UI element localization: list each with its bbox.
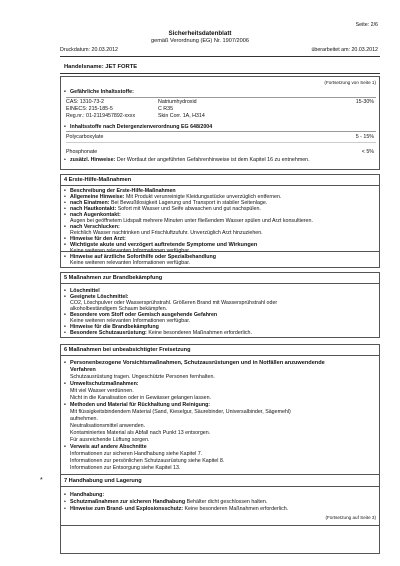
s7-handling: • Handhabung: xyxy=(70,492,104,498)
phosphonate-percent: < 5% xyxy=(361,149,374,155)
section-6-title-rule xyxy=(60,355,380,356)
s5-protective-label: Besondere Schutzausrüstung: xyxy=(70,330,147,336)
document-title: Sicherheitsdatenblatt xyxy=(168,30,232,37)
s6-environment-text-2: Nicht in die Kanalisation oder in Gewässer gelangen lassen. xyxy=(70,395,212,401)
s4-special-treatment-text: Keine weiteren relevanten Informationen verfügbar. xyxy=(70,260,191,266)
s6-environment: • Umweltschutzmaßnahmen: xyxy=(70,381,139,387)
detergent-rule xyxy=(66,131,376,132)
s5-hazards: • Besondere vom Stoff oder Gemisch ausgehende Gefahren xyxy=(70,312,217,318)
continued-from: (Fortsetzung von Seite 1) xyxy=(324,80,376,85)
s5-extinguishing: • Löschmittel xyxy=(70,288,100,294)
s4-symptoms-text: Keine weiteren relevanten Informationen verfügbar. xyxy=(70,248,191,254)
section-4-title: 4 Erste-Hilfe-Maßnahmen xyxy=(64,177,132,183)
s4-general-text: Mit Produkt verunreinigte Kleidungsstücke unverzüglich entfernen. xyxy=(125,194,282,200)
document-subtitle: gemäß Verordnung (EG) Nr. 1907/2006 xyxy=(151,38,249,44)
revision-date: überarbeitet am: 20.03.2012 xyxy=(311,47,378,53)
ingredients-rule xyxy=(66,97,376,98)
s4-skin-label: nach Hautkontakt: xyxy=(70,206,117,212)
section-7-title: 7 Handhabung und Lagerung xyxy=(64,478,142,484)
s6-cleanup: • Methoden und Material für Rückhaltung und Reinigung: xyxy=(70,402,210,408)
s6-references-text-3: Informationen zur Entsorgung siehe Kapitel 13. xyxy=(70,465,181,471)
polycarboxylate-name: Polycarboxylate xyxy=(66,134,104,140)
s6-cleanup-text-1: Mit flüssigkeitsbindendem Material (Sand, Kieselgur, Säurebinder, Universalbinder, Sägemehl) xyxy=(70,409,291,415)
trade-name-rule xyxy=(60,73,380,74)
header-rule xyxy=(60,56,380,57)
s6-references: • Verweis auf andere Abschnitte xyxy=(70,444,147,450)
s4-swallow-text: Reichlich Wasser nachtrinken und Frischluftzufuhr. Unverzüglich Arzt hinzuziehen. xyxy=(70,230,263,236)
ingredient-percent: 15-30% xyxy=(355,99,374,105)
s4-inhalation-label: nach Einatmen: xyxy=(70,200,110,206)
s5-suitable-text-1: CO2, Löschpulver oder Wassersprühstrahl. Größeren Brand mit Wassersprühstrahl oder xyxy=(70,300,278,306)
s6-personal-2: Verfahren xyxy=(70,367,96,373)
polycarboxylate-percent: 5 - 15% xyxy=(355,134,374,140)
continued-to: (Fortsetzung auf Seite 3) xyxy=(325,515,376,520)
s5-protective xyxy=(70,330,252,336)
s7-safe-handling-text: Behälter dicht geschlossen halten. xyxy=(186,499,268,505)
additional-notes-label: zusätzl. Hinweise: xyxy=(70,157,116,163)
s7-safe-handling-label: Schutzmaßnahmen zur sicheren Handhabung xyxy=(70,499,186,505)
detergent-row-rule xyxy=(66,142,376,143)
change-marker: * xyxy=(40,477,43,484)
s6-references-text-1: Informationen zur sicheren Handhabung siehe Kapitel 7. xyxy=(70,451,203,457)
s6-personal: • Personenbezogene Vorsichtsmaßnahmen, Schutzausrüstungen und in Notfällen anzuwendende xyxy=(70,360,325,366)
s6-cleanup-text-4: Kontaminiertes Material als Abfall nach Punkt 13 entsorgen. xyxy=(70,430,211,436)
s4-eye-label: • nach Augenkontakt: xyxy=(70,212,121,218)
section-5-title: 5 Maßnahmen zur Brandbekämpfung xyxy=(64,275,163,281)
page-number: Seite: 2/6 xyxy=(355,22,378,28)
s4-special-treatment: • Hinweise auf ärztliche Soforthilfe oder Spezialbehandlung xyxy=(70,254,216,260)
s6-environment-text-1: Mit viel Wasser verdünnen. xyxy=(70,388,134,394)
section-7-title-rule xyxy=(60,486,380,487)
additional-notes-text: Der Wortlaut der angeführten Gefahrenhinweise ist dem Kapitel 16 zu entnehmen. xyxy=(116,157,310,163)
s4-description: • Beschreibung der Erste-Hilfe-Maßnahmen xyxy=(70,188,176,194)
s4-inhalation-text: Bei Bewußtlosigkeit Lagerung und Transport in stabiler Seitenlage. xyxy=(110,200,268,206)
print-date: Druckdatum: 20.03.2012 xyxy=(60,47,119,53)
ingredient-class-h: Skin Corr. 1A, H314 xyxy=(158,113,205,119)
s4-symptoms: • Wichtigste akute und verzögert auftretende Symptome und Wirkungen xyxy=(70,242,257,248)
s6-references-text-2: Informationen zur persönlichen Schutzausrüstung siehe Kapitel 8. xyxy=(70,458,225,464)
s7-fire-protection xyxy=(70,506,288,512)
s6-cleanup-text-3: Neutralisationsmittel anwenden. xyxy=(70,423,146,429)
s6-cleanup-text-5: Für ausreichende Lüftung sorgen. xyxy=(70,437,150,443)
section-4-box-bottom xyxy=(60,174,380,268)
s6-personal-text: Schutzausrüstung tragen. Ungeschützte Personen fernhalten. xyxy=(70,374,215,380)
s5-hazards-text: Keine weiteren relevanten Informationen verfügbar. xyxy=(70,318,191,324)
s4-doctor-notes: • Hinweise für den Arzt: xyxy=(70,236,126,242)
s7-fire-protection-text: Keine besonderen Maßnahmen erforderlich. xyxy=(184,506,289,512)
section-5-title-rule xyxy=(60,283,380,284)
hazardous-ingredients-heading: • Gefährliche Inhaltsstoffe: xyxy=(70,89,134,95)
s5-suitable-text-2: alkoholbeständigem Schaum bekämpfen. xyxy=(70,306,168,312)
s5-suitable: • Geeignete Löschmittel: xyxy=(70,294,129,300)
additional-notes xyxy=(70,157,310,163)
ingredient-cas: CAS: 1310-73-2 xyxy=(66,99,104,105)
s6-cleanup-text-2: aufnehmen. xyxy=(70,416,98,422)
ingredient-name: Natriumhydroxid xyxy=(158,99,197,105)
s4-eye-text: Augen bei geöffnetem Lidspalt mehrere Minuten unter fließendem Wasser spülen und Arzt konsultieren. xyxy=(70,218,313,224)
phosphonate-name: Phosphonate xyxy=(66,149,98,155)
s4-general-label: Allgemeine Hinweise: xyxy=(70,194,125,200)
ingredient-reg: Reg.nr.: 01-2119457892-xxxx xyxy=(66,113,136,119)
s4-skin-text: Sofort mit Wasser und Seife abwaschen und gut nachspülen. xyxy=(117,206,261,212)
s5-firefighting: • Hinweise für die Brandbekämpfung xyxy=(70,324,159,330)
section-6-title: 6 Maßnahmen bei unbeabsichtigter Freisetzung xyxy=(64,347,191,353)
detergent-regulation-heading: • Inhaltsstoffe nach Detergenzienverordnung EG 648/2004 xyxy=(70,124,212,130)
ingredient-class-r: C R35 xyxy=(158,106,174,112)
s7-safe-handling xyxy=(70,499,267,505)
s5-protective-text: Keine besonderen Maßnahmen erforderlich. xyxy=(148,330,252,336)
s7-fire-protection-label: Hinweise zum Brand- und Explosionsschutz: xyxy=(70,506,184,512)
ingredient-einecs: EINECS: 215-185-5 xyxy=(66,106,113,112)
trade-name: Handelsname: JET FORTE xyxy=(64,64,138,70)
s4-swallow-label: • nach Verschlucken: xyxy=(70,224,120,230)
